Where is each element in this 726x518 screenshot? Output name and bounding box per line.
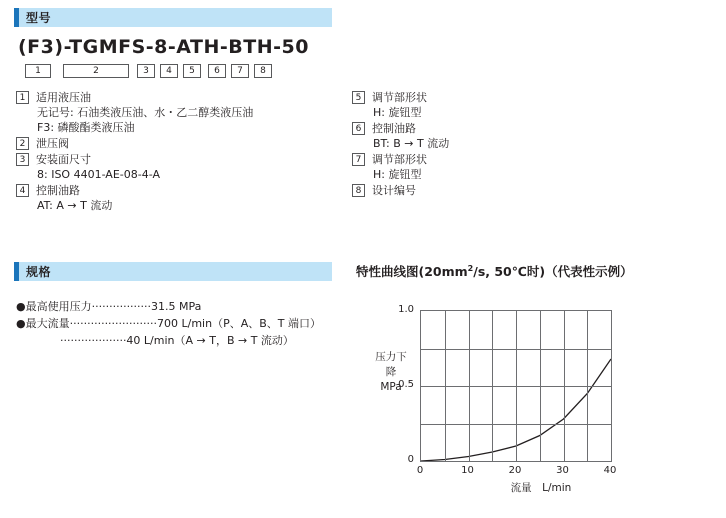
legend-item-label: 设计编号 [372,184,416,197]
legend-item-detail: AT: A → T 流动 [37,199,113,212]
chart-y-tick-label: 1.0 [398,304,414,315]
legend-item-label: 控制油路 [36,184,80,197]
legend-number-box: 1 [16,91,29,104]
legend-item-4 [16,183,336,213]
legend-item-7 [352,152,682,182]
chart-y-axis-label-text: 压力下降 [375,351,407,378]
legend-number-box: 5 [352,91,365,104]
legend-number-box: 2 [16,137,29,150]
code-box-3: 3 [137,64,155,78]
legend-number-box: 4 [16,184,29,197]
model-code-text: (F3)-TGMFS-8-ATH-BTH-50 [18,36,309,58]
specification-list [16,298,346,349]
legend-item-detail: F3: 磷酸酯类液压油 [37,121,135,134]
chart-x-tick-label: 30 [556,465,569,476]
legend-number-box: 6 [352,122,365,135]
legend-item-head [16,152,336,167]
chart-x-tick-label: 0 [416,465,424,476]
legend-item-head [16,90,336,105]
chart-title-superscript: 2 [467,263,474,273]
chart-gridline-horizontal [421,424,611,425]
section-title-spec: 规格 [26,265,52,279]
legend-item-head [352,152,682,167]
chart-title-suffix: /s, 50℃时)（代表性示例） [473,264,633,279]
legend-list-left [16,90,336,214]
code-box-5: 5 [183,64,201,78]
legend-number-box: 8 [352,184,365,197]
legend-item-label: 泄压阀 [36,137,69,150]
legend-item-head [16,183,336,198]
legend-item-2 [16,136,336,151]
legend-item-1 [16,90,336,135]
chart-x-tick-label: 10 [461,465,474,476]
code-box-6: 6 [208,64,226,78]
spec-line: ●最高使用压力·················31.5 MPa [16,300,202,313]
chart-x-tick-label: 40 [603,465,617,476]
code-box-2: 2 [63,64,129,78]
legend-item-detail: BT: B → T 流动 [373,137,450,150]
legend-item-detail: H: 旋钮型 [373,168,422,181]
legend-item-head [352,121,682,136]
chart-gridline-horizontal [421,349,611,350]
section-accent-bar [14,262,19,281]
code-box-7: 7 [231,64,249,78]
legend-item-head [352,183,682,198]
code-box-1: 1 [25,64,51,78]
legend-list-right [352,90,682,199]
spec-line: ●最大流量·························700 L/min（P、A、B、T 端口） [16,317,322,330]
legend-item-label: 调节部形状 [372,91,427,104]
legend-item-label: 控制油路 [372,122,416,135]
legend-item-8 [352,183,682,198]
chart-title-prefix: 特性曲线图(20mm [356,264,468,279]
chart-x-tick-label: 20 [508,465,522,476]
legend-item-head [352,90,682,105]
legend-item-3 [16,152,336,182]
section-header-model [14,8,332,27]
legend-item-detail: 8: ISO 4401-AE-08-4-A [37,168,160,181]
legend-item-label: 适用液压油 [36,91,91,104]
spec-line: ···················40 L/min（A → T，B → T 流动） [16,334,294,347]
characteristic-curve-chart [356,292,716,507]
chart-gridline-horizontal [421,386,611,387]
legend-number-box: 7 [352,153,365,166]
code-box-8: 8 [254,64,272,78]
section-header-spec [14,262,332,281]
chart-y-axis-unit: MPa [380,381,402,393]
legend-item-detail: H: 旋钮型 [373,106,422,119]
chart-y-tick-label: 0.5 [398,379,414,390]
legend-item-label: 安装面尺寸 [36,153,91,166]
chart-plot-area [420,310,612,462]
legend-item-head [16,136,336,151]
chart-title [356,262,633,280]
legend-item-detail: 无记号: 石油类液压油、水・乙二醇类液压油 [37,106,254,119]
legend-item-6 [352,121,682,151]
section-title-model: 型号 [26,11,52,25]
code-box-4: 4 [160,64,178,78]
chart-x-axis-label: 流量 L/min [510,482,572,494]
legend-item-label: 调节部形状 [372,153,427,166]
legend-number-box: 3 [16,153,29,166]
legend-item-5 [352,90,682,120]
section-accent-bar [14,8,19,27]
chart-y-tick-label: 0 [407,454,414,465]
